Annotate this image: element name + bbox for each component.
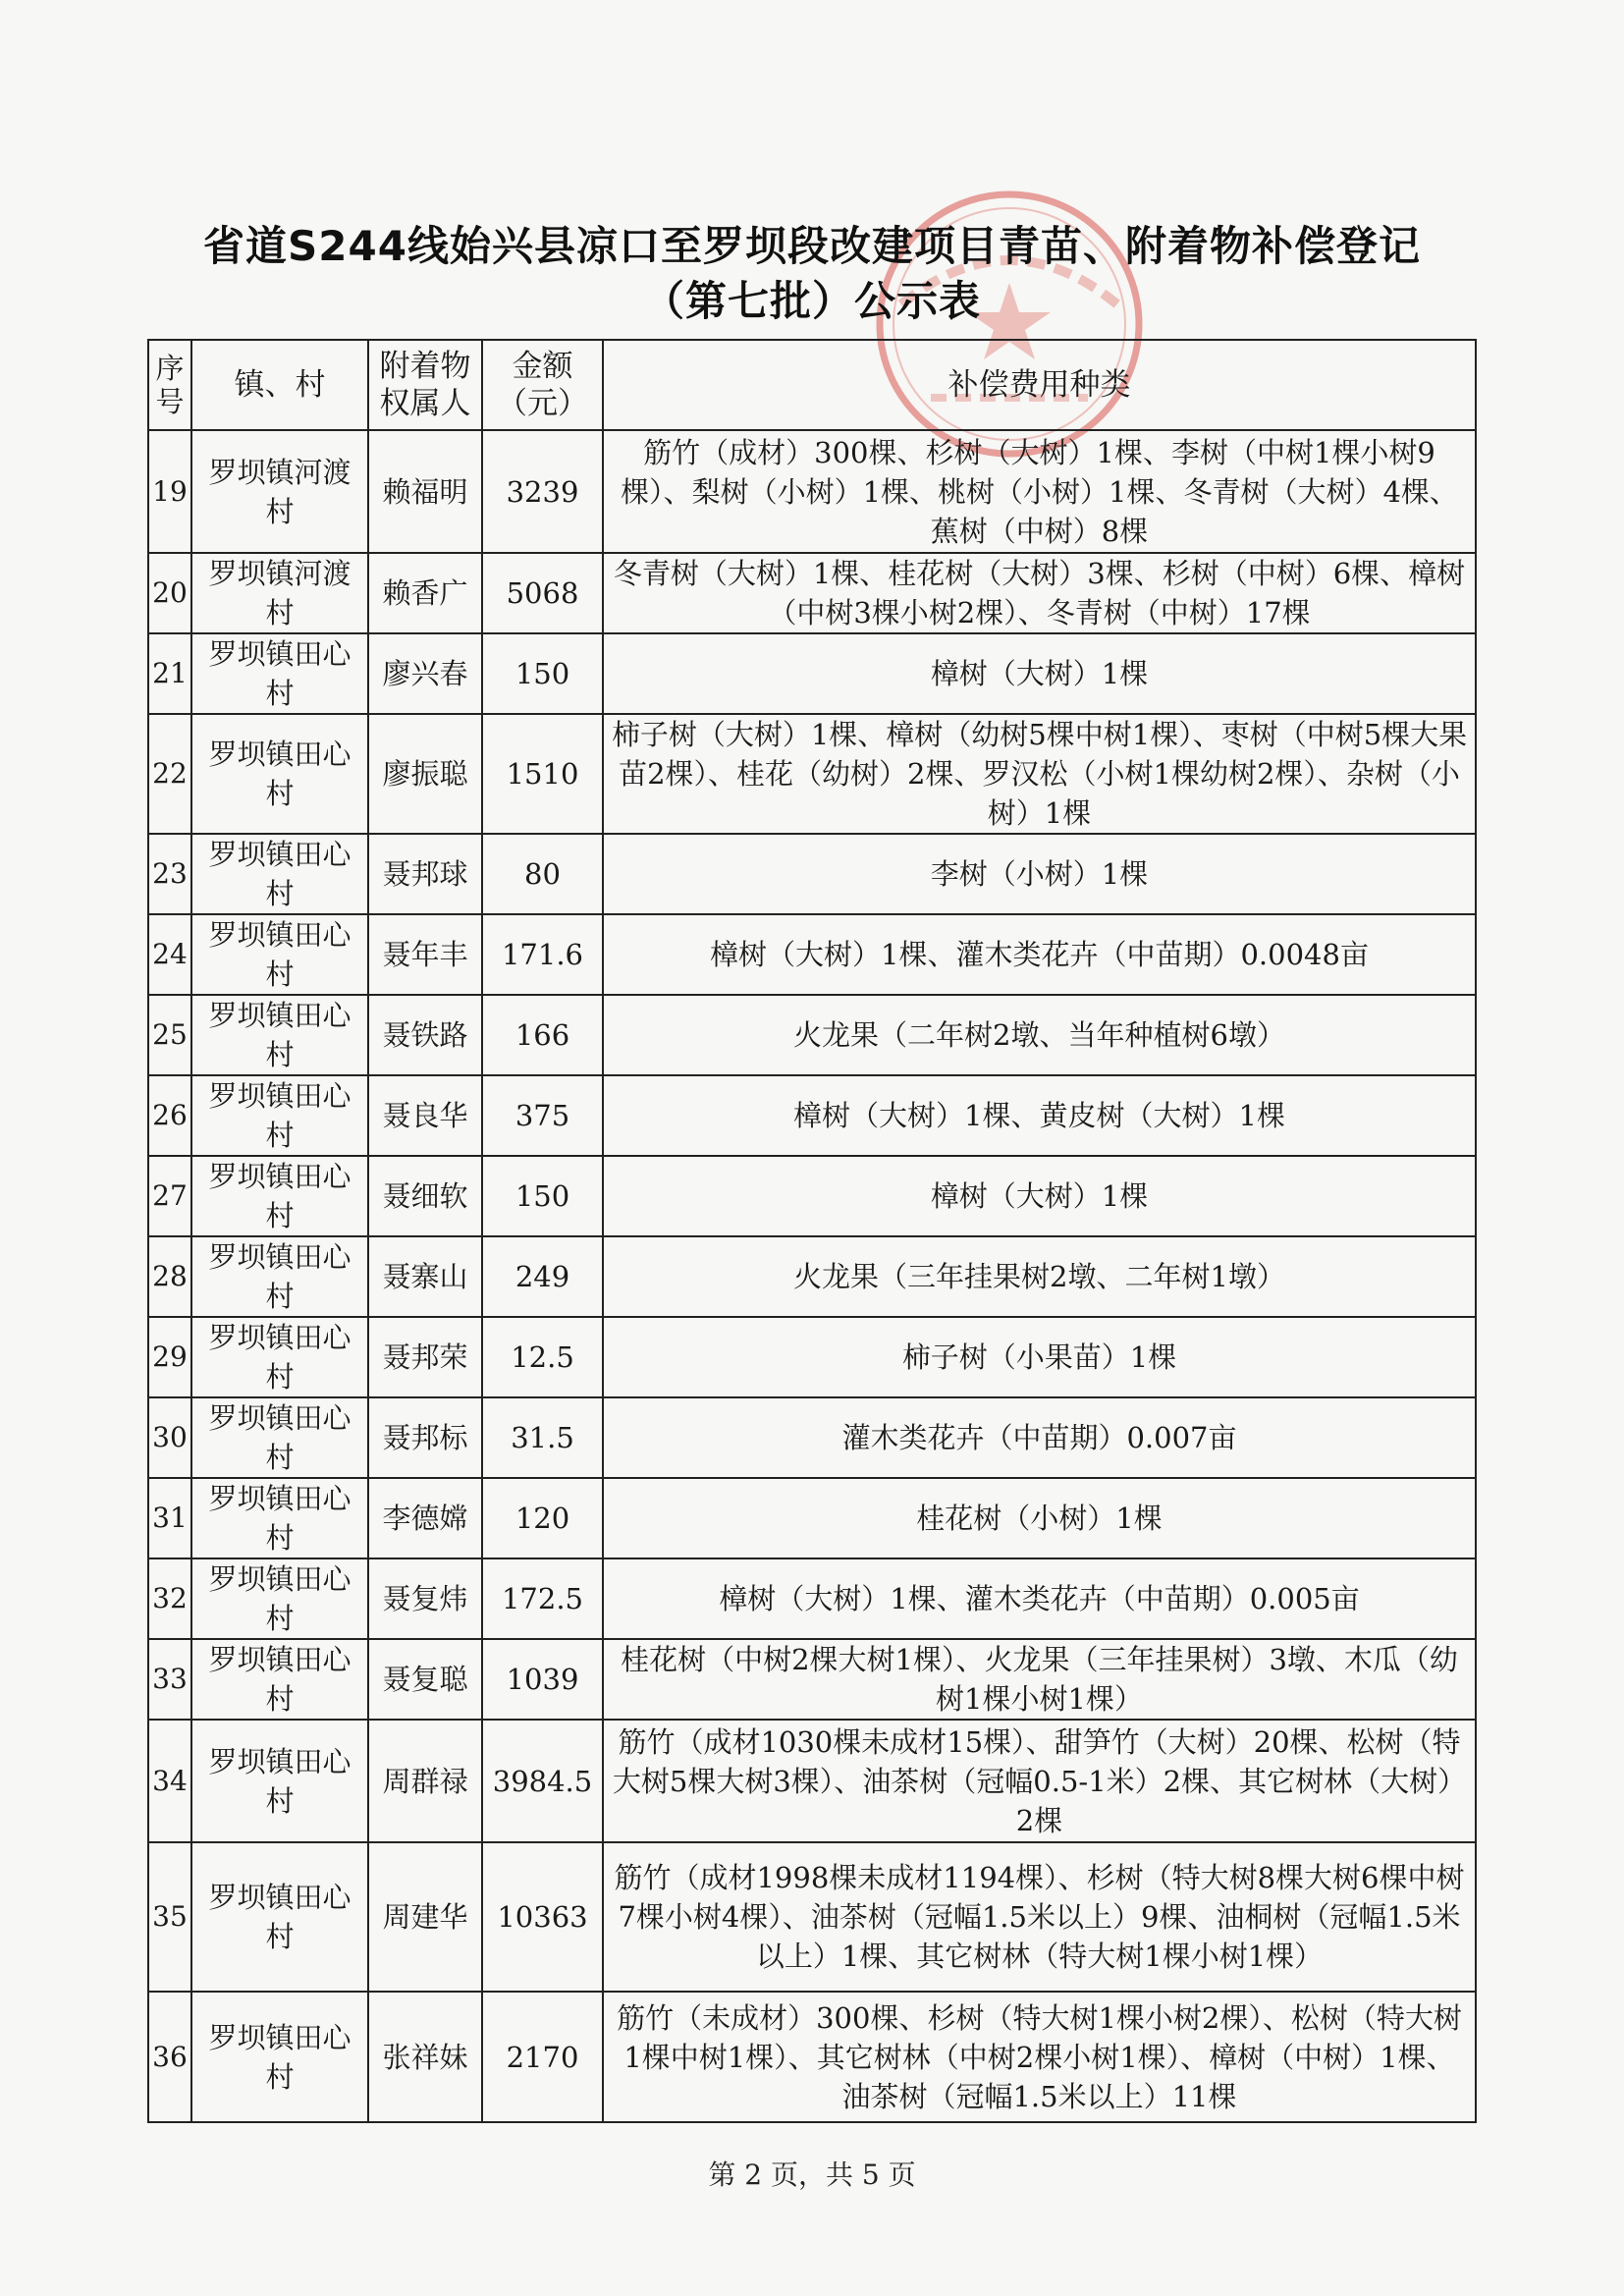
cell-amount: 166 bbox=[482, 995, 603, 1075]
cell-amount: 1039 bbox=[482, 1639, 603, 1720]
cell-owner: 聂复炜 bbox=[368, 1558, 482, 1639]
cell-town: 罗坝镇田心村 bbox=[191, 914, 368, 995]
table-row bbox=[148, 553, 1476, 633]
cell-seq: 36 bbox=[148, 1992, 191, 2122]
cell-seq: 32 bbox=[148, 1558, 191, 1639]
cell-amount: 10363 bbox=[482, 1842, 603, 1992]
cell-owner: 聂寨山 bbox=[368, 1236, 482, 1317]
table-row bbox=[148, 1720, 1476, 1842]
cell-seq: 31 bbox=[148, 1478, 191, 1558]
cell-description: 火龙果（二年树2墩、当年种植树6墩） bbox=[603, 995, 1476, 1075]
cell-town: 罗坝镇田心村 bbox=[191, 1478, 368, 1558]
cell-seq: 35 bbox=[148, 1842, 191, 1992]
table-row bbox=[148, 1558, 1476, 1639]
cell-seq: 25 bbox=[148, 995, 191, 1075]
cell-owner: 聂复聪 bbox=[368, 1639, 482, 1720]
cell-amount: 80 bbox=[482, 834, 603, 914]
table-header-row bbox=[148, 340, 1476, 430]
cell-amount: 249 bbox=[482, 1236, 603, 1317]
cell-amount: 31.5 bbox=[482, 1397, 603, 1478]
cell-description: 樟树（大树）1棵、灌木类花卉（中苗期）0.005亩 bbox=[603, 1558, 1476, 1639]
cell-amount: 3239 bbox=[482, 430, 603, 553]
cell-owner: 聂邦荣 bbox=[368, 1317, 482, 1397]
cell-seq: 30 bbox=[148, 1397, 191, 1478]
cell-town: 罗坝镇田心村 bbox=[191, 995, 368, 1075]
cell-description: 筋竹（未成材）300棵、杉树（特大树1棵小树2棵）、松树（特大树1棵中树1棵）、其它树林（中树2棵小树1棵）、樟树（中树）1棵、油茶树（冠幅1.5米以上）11棵 bbox=[603, 1992, 1476, 2122]
header-owner: 附着物权属人 bbox=[368, 340, 482, 430]
cell-seq: 24 bbox=[148, 914, 191, 995]
cell-owner: 聂细软 bbox=[368, 1156, 482, 1236]
cell-description: 樟树（大树）1棵、灌木类花卉（中苗期）0.0048亩 bbox=[603, 914, 1476, 995]
cell-description: 樟树（大树）1棵、黄皮树（大树）1棵 bbox=[603, 1075, 1476, 1156]
cell-seq: 33 bbox=[148, 1639, 191, 1720]
cell-owner: 聂良华 bbox=[368, 1075, 482, 1156]
cell-town: 罗坝镇田心村 bbox=[191, 1842, 368, 1992]
table-row bbox=[148, 834, 1476, 914]
cell-amount: 150 bbox=[482, 1156, 603, 1236]
cell-town: 罗坝镇田心村 bbox=[191, 633, 368, 714]
cell-owner: 赖福明 bbox=[368, 430, 482, 553]
cell-owner: 聂邦球 bbox=[368, 834, 482, 914]
table-row bbox=[148, 995, 1476, 1075]
cell-seq: 23 bbox=[148, 834, 191, 914]
cell-amount: 12.5 bbox=[482, 1317, 603, 1397]
cell-seq: 20 bbox=[148, 553, 191, 633]
table-row bbox=[148, 430, 1476, 553]
compensation-table bbox=[147, 339, 1477, 2123]
cell-amount: 375 bbox=[482, 1075, 603, 1156]
cell-town: 罗坝镇田心村 bbox=[191, 1720, 368, 1842]
cell-owner: 廖振聪 bbox=[368, 714, 482, 834]
cell-description: 火龙果（三年挂果树2墩、二年树1墩） bbox=[603, 1236, 1476, 1317]
table-row bbox=[148, 1075, 1476, 1156]
cell-seq: 22 bbox=[148, 714, 191, 834]
cell-seq: 26 bbox=[148, 1075, 191, 1156]
table-row bbox=[148, 914, 1476, 995]
table-row bbox=[148, 1639, 1476, 1720]
cell-seq: 28 bbox=[148, 1236, 191, 1317]
cell-owner: 廖兴春 bbox=[368, 633, 482, 714]
cell-description: 灌木类花卉（中苗期）0.007亩 bbox=[603, 1397, 1476, 1478]
cell-description: 筋竹（成材1030棵未成材15棵）、甜笋竹（大树）20棵、松树（特大树5棵大树3棵）、油茶树（冠幅0.5-1米）2棵、其它树林（大树）2棵 bbox=[603, 1720, 1476, 1842]
cell-town: 罗坝镇田心村 bbox=[191, 1075, 368, 1156]
cell-owner: 聂年丰 bbox=[368, 914, 482, 995]
cell-town: 罗坝镇河渡村 bbox=[191, 553, 368, 633]
cell-amount: 150 bbox=[482, 633, 603, 714]
cell-description: 樟树（大树）1棵 bbox=[603, 633, 1476, 714]
cell-amount: 1510 bbox=[482, 714, 603, 834]
table-row bbox=[148, 1842, 1476, 1992]
cell-amount: 172.5 bbox=[482, 1558, 603, 1639]
cell-owner: 赖香广 bbox=[368, 553, 482, 633]
cell-town: 罗坝镇田心村 bbox=[191, 714, 368, 834]
cell-description: 柿子树（小果苗）1棵 bbox=[603, 1317, 1476, 1397]
cell-description: 筋竹（成材）300棵、杉树（大树）1棵、李树（中树1棵小树9棵）、梨树（小树）1棵、桃树（小树）1棵、冬青树（大树）4棵、蕉树（中树）8棵 bbox=[603, 430, 1476, 553]
table-row bbox=[148, 1478, 1476, 1558]
cell-amount: 5068 bbox=[482, 553, 603, 633]
cell-owner: 聂邦标 bbox=[368, 1397, 482, 1478]
cell-description: 李树（小树）1棵 bbox=[603, 834, 1476, 914]
header-amount: 金额（元） bbox=[482, 340, 603, 430]
cell-description: 筋竹（成材1998棵未成材1194棵）、杉树（特大树8棵大树6棵中树7棵小树4棵）、油茶树（冠幅1.5米以上）9棵、油桐树（冠幅1.5米以上）1棵、其它树林（特大树1棵小树1棵） bbox=[603, 1842, 1476, 1992]
header-town: 镇、村 bbox=[191, 340, 368, 430]
table-row bbox=[148, 1236, 1476, 1317]
cell-description: 柿子树（大树）1棵、樟树（幼树5棵中树1棵）、枣树（中树5棵大果苗2棵）、桂花（幼树）2棵、罗汉松（小树1棵幼树2棵）、杂树（小树）1棵 bbox=[603, 714, 1476, 834]
header-seq: 序号 bbox=[148, 340, 191, 430]
cell-seq: 29 bbox=[148, 1317, 191, 1397]
table-row bbox=[148, 1156, 1476, 1236]
cell-seq: 27 bbox=[148, 1156, 191, 1236]
header-type: 补偿费用种类 bbox=[603, 340, 1476, 430]
table-row bbox=[148, 1317, 1476, 1397]
cell-owner: 周建华 bbox=[368, 1842, 482, 1992]
page-footer: 第 2 页，共 5 页 bbox=[708, 2159, 916, 2191]
cell-amount: 2170 bbox=[482, 1992, 603, 2122]
cell-description: 桂花树（小树）1棵 bbox=[603, 1478, 1476, 1558]
cell-town: 罗坝镇河渡村 bbox=[191, 430, 368, 553]
cell-description: 冬青树（大树）1棵、桂花树（大树）3棵、杉树（中树）6棵、樟树（中树3棵小树2棵）、冬青树（中树）17棵 bbox=[603, 553, 1476, 633]
cell-description: 樟树（大树）1棵 bbox=[603, 1156, 1476, 1236]
cell-town: 罗坝镇田心村 bbox=[191, 1156, 368, 1236]
cell-seq: 19 bbox=[148, 430, 191, 553]
cell-seq: 34 bbox=[148, 1720, 191, 1842]
page-title: 省道S244线始兴县凉口至罗坝段改建项目青苗、附着物补偿登记 bbox=[203, 222, 1421, 270]
cell-amount: 171.6 bbox=[482, 914, 603, 995]
cell-town: 罗坝镇田心村 bbox=[191, 1236, 368, 1317]
cell-owner: 周群禄 bbox=[368, 1720, 482, 1842]
cell-owner: 张祥妹 bbox=[368, 1992, 482, 2122]
cell-town: 罗坝镇田心村 bbox=[191, 1639, 368, 1720]
table-row bbox=[148, 714, 1476, 834]
cell-description: 桂花树（中树2棵大树1棵）、火龙果（三年挂果树）3墩、木瓜（幼树1棵小树1棵） bbox=[603, 1639, 1476, 1720]
table-row bbox=[148, 633, 1476, 714]
cell-town: 罗坝镇田心村 bbox=[191, 834, 368, 914]
table-row bbox=[148, 1397, 1476, 1478]
table-row bbox=[148, 1992, 1476, 2122]
cell-town: 罗坝镇田心村 bbox=[191, 1317, 368, 1397]
cell-town: 罗坝镇田心村 bbox=[191, 1558, 368, 1639]
cell-owner: 聂铁路 bbox=[368, 995, 482, 1075]
cell-amount: 3984.5 bbox=[482, 1720, 603, 1842]
cell-owner: 李德嫦 bbox=[368, 1478, 482, 1558]
cell-amount: 120 bbox=[482, 1478, 603, 1558]
page-subtitle: （第七批）公示表 bbox=[642, 277, 981, 325]
cell-seq: 21 bbox=[148, 633, 191, 714]
cell-town: 罗坝镇田心村 bbox=[191, 1992, 368, 2122]
cell-town: 罗坝镇田心村 bbox=[191, 1397, 368, 1478]
